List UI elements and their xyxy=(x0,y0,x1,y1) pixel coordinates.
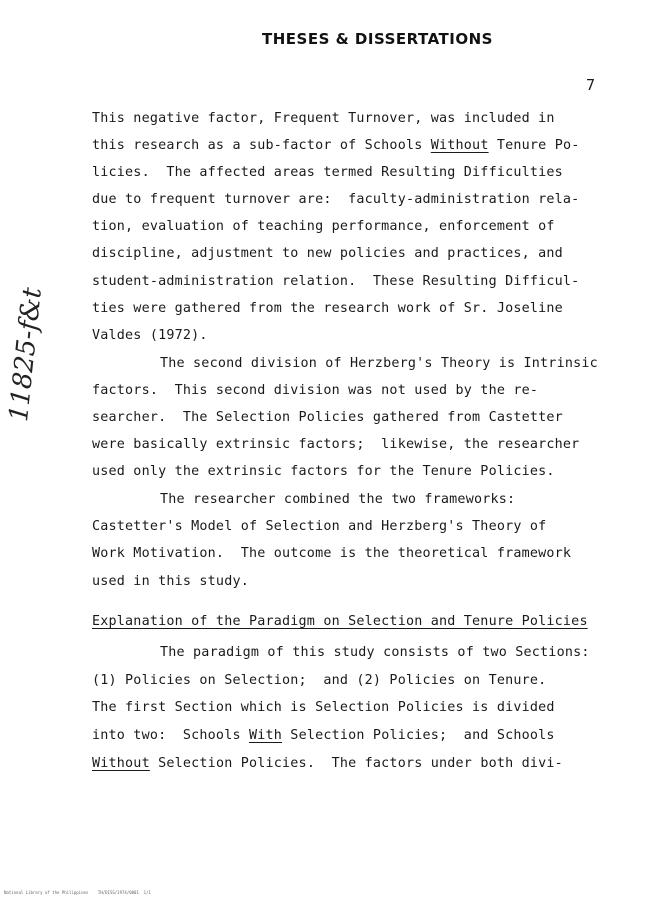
text-line: used only the extrinsic factors for the Tenure Policies. xyxy=(92,464,555,479)
underlined-word: Without xyxy=(430,138,489,153)
text-line: ties were gathered from the research work of Sr. Joseline xyxy=(92,301,563,316)
underlined-word: Without xyxy=(92,756,150,771)
text-line xyxy=(92,756,563,771)
text-line: tion, evaluation of teaching performance, enforcement of xyxy=(92,219,555,234)
text-segment: Tenure Po- xyxy=(488,138,580,153)
text-line: (1) Policies on Selection; and (2) Policies on Tenure. xyxy=(92,673,547,688)
handwritten-margin-note: 11825-f&t xyxy=(4,286,48,424)
text-line: This negative factor, Frequent Turnover, was included in xyxy=(92,111,555,126)
text-line: were basically extrinsic factors; likewise, the researcher xyxy=(92,437,580,452)
text-line: The first Section which is Selection Policies is divided xyxy=(92,700,555,715)
text-line xyxy=(92,728,555,743)
text-line: Castetter's Model of Selection and Herzberg's Theory of xyxy=(92,519,547,534)
page-number: 7 xyxy=(586,76,596,94)
underlined-word: With xyxy=(248,728,283,743)
text-line: The researcher combined the two frameworks: xyxy=(160,492,516,507)
text-line: discipline, adjustment to new policies and practices, and xyxy=(92,246,563,261)
text-segment: Selection Policies. The factors under both divi- xyxy=(149,756,563,771)
text-line: The paradigm of this study consists of two Sections: xyxy=(160,645,590,660)
text-line: student-administration relation. These Resulting Difficul- xyxy=(92,274,580,289)
section-heading: Explanation of the Paradigm on Selection and Tenure Policies xyxy=(92,614,588,629)
text-segment: into two: Schools xyxy=(92,728,249,743)
text-line: Valdes (1972). xyxy=(92,328,208,343)
text-line: licies. The affected areas termed Resulting Difficulties xyxy=(92,165,563,180)
text-line: factors. This second division was not used by the re- xyxy=(92,383,539,398)
text-line xyxy=(92,138,579,153)
archive-stamp: THESES & DISSERTATIONS xyxy=(262,30,493,48)
text-line: searcher. The Selection Policies gathered from Castetter xyxy=(92,410,563,425)
text-line: The second division of Herzberg's Theory is Intrinsic xyxy=(160,356,598,371)
text-line: Work Motivation. The outcome is the theoretical framework xyxy=(92,546,572,561)
text-segment: this research as a sub-factor of Schools xyxy=(92,138,431,153)
text-line: due to frequent turnover are: faculty-administration rela- xyxy=(92,192,580,207)
text-segment: Selection Policies; and Schools xyxy=(282,728,555,743)
text-line: used in this study. xyxy=(92,574,249,589)
scan-footer: National Library of the Philippines TH/DISS/1974/0001 1/1 xyxy=(4,890,151,895)
